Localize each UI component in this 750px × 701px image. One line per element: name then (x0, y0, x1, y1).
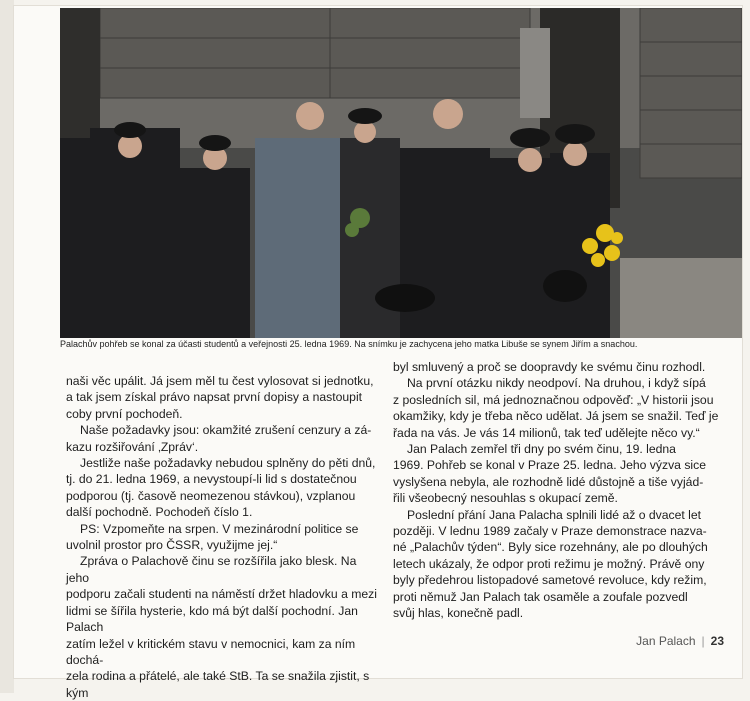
text-line: okamžiky, kdy je třeba něco udělat. Já jsem se snažil. Teď je (393, 409, 719, 424)
text-line: vyslyšena nebyla, ale rozhodně lidé důstojně a tiše vyjád- (393, 474, 704, 489)
text-line: né „Palachův týden“. Byly sice rozehnány, ale po dlouhých (393, 540, 708, 555)
text-line: Poslední přání Jana Palacha splnili lidé až o dvacet let (407, 507, 702, 522)
footer-separator: | (701, 634, 705, 648)
text-line: byl smluvený a proč se doopravdy ke svému činu rozhodl. (393, 360, 706, 374)
text-line: zela rodina a přátelé, ale také StB. Ta se snažila zjistit, s kým (66, 669, 370, 700)
text-line: svůj hlas, konečně padl. (393, 606, 524, 621)
text-line: podporou (tj. časově neomezenou stávkou), vzplanou (66, 488, 356, 503)
funeral-photo-illustration (60, 8, 742, 338)
text-line: proti němuž Jan Palach tak osaměle a zoufale pozvedl (393, 589, 688, 604)
text-line: Zpráva o Palachově činu se rozšířila jako blesk. Na jeho (66, 554, 357, 585)
text-line: letech ukázaly, že odpor proti režimu je možný. Právě ony (393, 556, 705, 571)
right-column (393, 359, 725, 622)
text-line: další pochodně. Pochodeň číslo 1. (66, 505, 253, 520)
text-line: naši věc upálit. Já jsem měl tu čest vylosovat si jednotku, (66, 374, 374, 388)
text-line: PS: Vzpomeňte na srpen. V mezinárodní politice se (80, 521, 359, 536)
text-line: lidmi se šířila hysterie, kdo má být další pochodní. Jan Palach (66, 603, 358, 635)
page-footer (636, 634, 724, 648)
running-title: Jan Palach (636, 634, 696, 648)
text-line: tj. do 21. ledna 1969, a nevystoupí-li lid s dostatečnou (66, 472, 357, 487)
text-line: coby první pochodeň. (66, 406, 183, 421)
text-line: Naše požadavky jsou: okamžité zrušení cenzury a zá- (80, 423, 372, 438)
text-line: Jestliže naše požadavky nebudou splněny do pěti dnů, (80, 456, 376, 471)
text-line: 1969. Pohřeb se konal v Praze 25. ledna. Jeho výzva sice (393, 458, 707, 473)
text-line: později. V lednu 1989 začaly v Praze demonstrace nazva- (393, 524, 707, 539)
text-line: řili všeobecný nesouhlas s okupací země. (393, 491, 618, 506)
funeral-photo (60, 8, 742, 338)
text-line: z posledních sil, má jednoznačnou odpověď: „V historii jsou (393, 392, 714, 407)
text-line: Na první otázku nikdy neodpoví. Na druhou, i když sípá (407, 376, 706, 391)
text-line: uvolnil prostor pro ČSSR, využijme jej.“ (66, 538, 278, 553)
text-line: kazu rozšiřování ‚Zpráv‘. (66, 439, 199, 454)
text-line: zatím ležel v kritickém stavu v nemocnici, kam za ním dochá- (66, 636, 356, 667)
text-line: řada na vás. Je vás 14 milionů, tak teď udělejte něco vy.“ (393, 425, 700, 440)
photo-caption: Palachův pohřeb se konal za účasti studentů a veřejnosti 25. ledna 1969. Na snímku je zachycena jeho matka Libuše se synem Jiřím a snachou. (60, 339, 638, 349)
text-line: a tak jsem získal právo napsat první dopisy a nastoupit (66, 390, 363, 405)
text-line: Jan Palach zemřel tři dny po svém činu, 19. ledna (407, 442, 676, 457)
text-line: byly předehrou listopadové sametové revoluce, kdy režim, (393, 573, 707, 588)
left-column (66, 373, 380, 701)
text-line: podporu začali studenti na náměstí držet hladovku a mezi (66, 587, 377, 602)
page-number: 23 (710, 634, 724, 648)
page-gutter (0, 0, 14, 693)
